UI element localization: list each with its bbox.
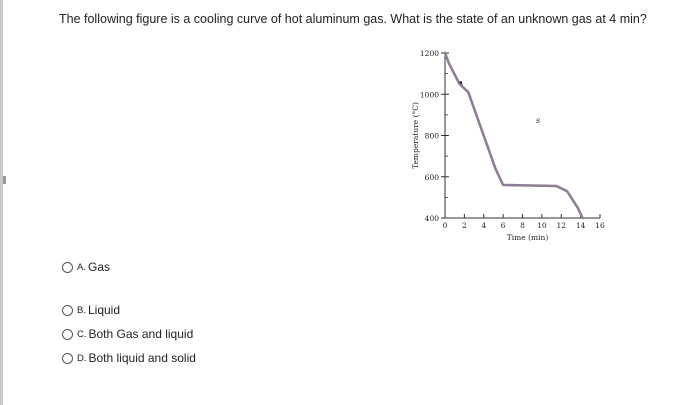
x-tick-label: 6 bbox=[500, 221, 506, 230]
y-tick-label: 400 bbox=[424, 214, 439, 223]
x-tick-label: 12 bbox=[556, 221, 567, 230]
x-tick-label: 8 bbox=[520, 221, 525, 230]
x-axis-label: Time (min) bbox=[506, 233, 549, 242]
left-edge-bar bbox=[0, 0, 3, 405]
x-tick-label: 2 bbox=[461, 221, 467, 230]
question-text: The following figure is a cooling curve of hot aluminum gas. What is the state of an unknown gas at 4 min? bbox=[59, 12, 647, 26]
x-tick-label: 0 bbox=[442, 221, 448, 230]
option-letter: B. bbox=[77, 304, 86, 316]
option-label: Liquid bbox=[87, 303, 121, 317]
option-d[interactable] bbox=[62, 351, 196, 365]
radio-button[interactable] bbox=[62, 305, 73, 316]
chart-annotation: s bbox=[535, 116, 541, 126]
radio-button[interactable] bbox=[62, 353, 73, 364]
option-letter: A. bbox=[77, 261, 86, 273]
x-tick-label: 14 bbox=[575, 221, 586, 230]
option-letter: C. bbox=[77, 328, 87, 340]
x-tick-label: 4 bbox=[481, 221, 487, 230]
option-b[interactable] bbox=[62, 303, 120, 317]
left-edge-marker bbox=[3, 176, 6, 184]
y-axis-label: Temperature (°C) bbox=[411, 102, 420, 169]
chart-svg bbox=[400, 40, 640, 255]
x-tick-label: 16 bbox=[595, 221, 605, 230]
option-a[interactable] bbox=[62, 260, 110, 274]
cooling-curve-chart bbox=[400, 40, 640, 255]
cooling-curve-line bbox=[445, 53, 583, 218]
x-tick-label: 10 bbox=[537, 221, 547, 230]
option-c[interactable] bbox=[62, 327, 193, 341]
y-tick-label: 600 bbox=[424, 172, 439, 182]
option-label: Both liquid and solid bbox=[88, 351, 196, 365]
y-tick-label: 800 bbox=[424, 131, 439, 141]
option-letter: D. bbox=[77, 352, 87, 364]
radio-button[interactable] bbox=[62, 329, 73, 340]
y-tick-label: 1200 bbox=[419, 49, 439, 58]
radio-button[interactable] bbox=[62, 262, 73, 273]
option-label: Gas bbox=[87, 260, 110, 274]
y-tick-label: 1000 bbox=[419, 90, 439, 100]
option-label: Both Gas and liquid bbox=[88, 327, 194, 341]
